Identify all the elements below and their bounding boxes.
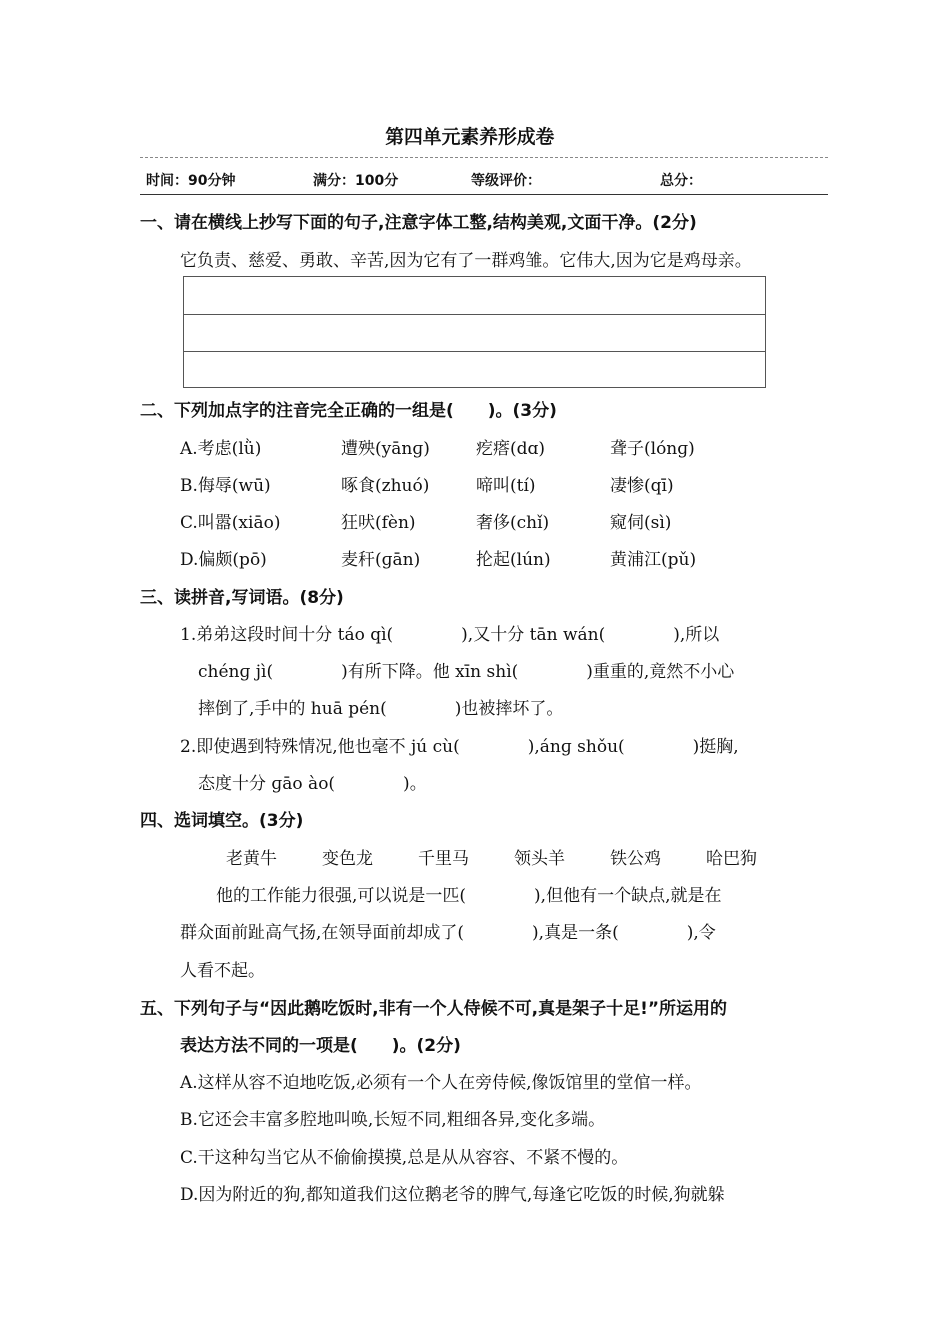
question-1-title: 一、请在横线上抄写下面的句子,注意字体工整,结构美观,文面干净。(2分) xyxy=(140,213,697,233)
q3-line: chénɡ jì( )有所下降。他 xīn shì( )重重的,竟然不小心 xyxy=(198,662,735,682)
q2-option-b-3: 啼叫(tí) xyxy=(476,476,536,496)
q2-option-a-4: 聋子(lónɡ) xyxy=(610,439,695,459)
question-5-title: 五、下列句子与“因此鹅吃饭时,非有一个人侍候不可,真是架子十足!”所运用的 xyxy=(140,999,728,1019)
header-rule xyxy=(140,194,828,195)
q2-option-d-4: 黄浦江(pǔ) xyxy=(610,550,697,570)
q2-option-c-4: 窥伺(sì) xyxy=(610,513,672,533)
q2-option-d-1: D.偏颇(pō) xyxy=(180,550,267,570)
q5-option-a: A.这样从容不迫地吃饭,必须有一个人在旁侍候,像饭馆里的堂倌一样。 xyxy=(180,1073,702,1093)
question-3-title: 三、读拼音,写词语。(8分) xyxy=(140,588,344,608)
info-grade: 等级评价： xyxy=(471,173,541,189)
info-time: 时间：90分钟 xyxy=(146,173,236,189)
dashed-divider xyxy=(140,157,828,158)
question-2-title: 二、下列加点字的注音完全正确的一组是( )。(3分) xyxy=(140,401,557,421)
q2-option-a-3: 疙瘩(dɑ) xyxy=(476,439,546,459)
q3-line: 1.弟弟这段时间十分 táo qì( ),又十分 tān wán( ),所以 xyxy=(180,625,720,645)
q2-option-c-2: 狂吠(fèn) xyxy=(341,513,416,533)
q3-line: 2.即使遇到特殊情况,他也毫不 jú cù( ),ánɡ shǒu( )挺胸, xyxy=(180,737,739,757)
q2-option-c-1: C.叫嚣(xiāo) xyxy=(180,513,281,533)
q4-word: 铁公鸡 xyxy=(610,849,661,869)
page-title: 第四单元素养形成卷 xyxy=(385,126,555,148)
q5-option-b: B.它还会丰富多腔地叫唤,长短不同,粗细各异,变化多端。 xyxy=(180,1110,606,1130)
info-full-score: 满分：100分 xyxy=(313,173,399,189)
q2-option-b-4: 凄惨(qī) xyxy=(610,476,674,496)
q2-option-b-2: 啄食(zhuó) xyxy=(341,476,430,496)
q2-option-a-2: 遭殃(yānɡ) xyxy=(341,439,430,459)
q4-word: 哈巴狗 xyxy=(706,849,757,869)
q3-line: 摔倒了,手中的 huā pén( )也被摔坏了。 xyxy=(198,699,564,719)
question-4-title: 四、选词填空。(3分) xyxy=(140,811,304,831)
q2-option-c-3: 奢侈(chǐ) xyxy=(476,513,550,533)
q2-option-d-3: 抡起(lún) xyxy=(476,550,551,570)
info-total: 总分： xyxy=(660,173,702,189)
q2-option-b-1: B.侮辱(wū) xyxy=(180,476,271,496)
q2-option-a-1: A.考虑(lǜ) xyxy=(180,439,262,459)
question-5-title-cont: 表达方法不同的一项是( )。(2分) xyxy=(180,1036,461,1056)
q1-sentence: 它负责、慈爱、勇敢、辛苦,因为它有了一群鸡雏。它伟大,因为它是鸡母亲。 xyxy=(180,251,752,271)
writing-line xyxy=(184,351,765,352)
q4-line: 人看不起。 xyxy=(180,961,265,981)
q4-word: 老黄牛 xyxy=(226,849,277,869)
q4-word: 千里马 xyxy=(418,849,469,869)
q5-option-c: C.干这种勾当它从不偷偷摸摸,总是从从容容、不紧不慢的。 xyxy=(180,1148,629,1168)
q4-word: 变色龙 xyxy=(322,849,373,869)
q3-line: 态度十分 ɡāo ào( )。 xyxy=(198,774,427,794)
q2-option-d-2: 麦秆(ɡān) xyxy=(341,550,421,570)
writing-line xyxy=(184,314,765,315)
q5-option-d: D.因为附近的狗,都知道我们这位鹅老爷的脾气,每逢它吃饭的时候,狗就躲 xyxy=(180,1185,725,1205)
copy-writing-box[interactable] xyxy=(183,276,766,388)
q4-line: 他的工作能力很强,可以说是一匹( ),但他有一个缺点,就是在 xyxy=(216,886,722,906)
q4-word: 领头羊 xyxy=(514,849,565,869)
q4-line: 群众面前趾高气扬,在领导面前却成了( ),真是一条( ),令 xyxy=(180,923,716,943)
